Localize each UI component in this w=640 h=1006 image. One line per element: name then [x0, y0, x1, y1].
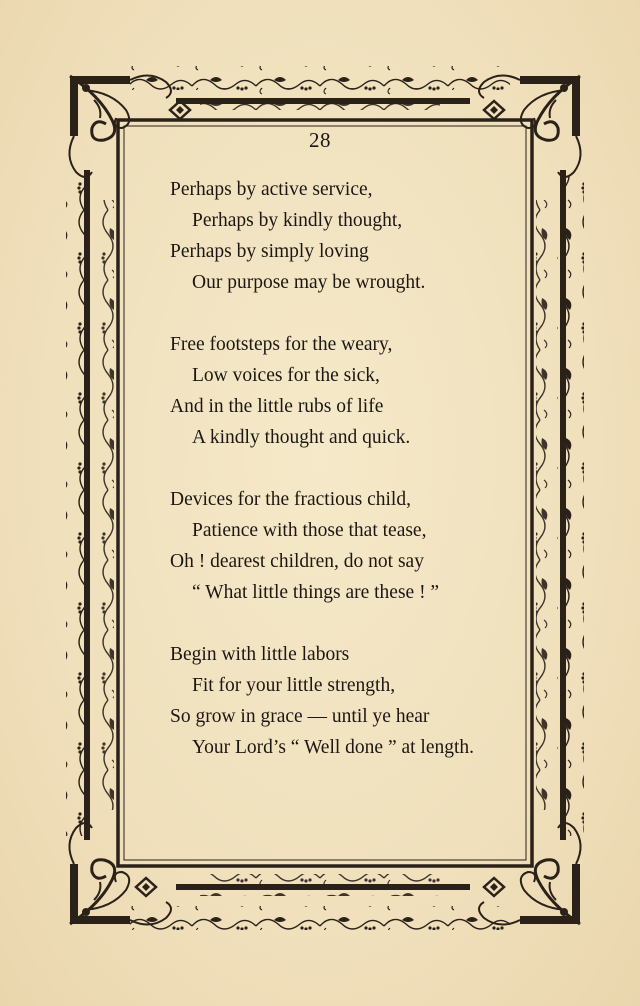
bottom-outer-vine: [130, 906, 510, 930]
poem-line: A kindly thought and quick.: [192, 427, 411, 448]
stanza: [170, 639, 550, 763]
poem-line: Devices for the fractious child,: [170, 489, 411, 510]
top-right-diamond: [484, 101, 504, 119]
poem-line: So grow in grace — until ye hear: [170, 706, 430, 727]
poem-line: Fit for your little strength,: [192, 675, 396, 696]
top-outer-vine: [130, 66, 510, 90]
poem-line: Perhaps by simply loving: [170, 241, 369, 262]
page-number: 28: [309, 128, 331, 152]
poem-line: Perhaps by kindly thought,: [192, 210, 403, 231]
poem-line: Our purpose may be wrought.: [192, 272, 426, 293]
left-inner-vine: [92, 200, 114, 810]
stanza: [170, 484, 550, 608]
stanza: [170, 329, 550, 453]
poem-line: Patience with those that tease,: [192, 520, 427, 541]
poem-line: Low voices for the sick,: [192, 365, 380, 386]
poem-line: And in the little rubs of life: [170, 396, 384, 417]
poem: [170, 174, 550, 763]
poem-line: Free footsteps for the weary,: [170, 334, 393, 355]
poem-line: Your Lord’s “ Well done ” at length.: [192, 737, 475, 758]
poem-line: Begin with little labors: [170, 644, 350, 665]
bottom-left-diamond: [136, 878, 156, 896]
poem-line: “ What little things are these ! ”: [192, 582, 440, 603]
bottom-right-diamond: [484, 878, 504, 896]
poem-line: Oh ! dearest children, do not say: [170, 551, 424, 572]
stanza: [170, 174, 550, 298]
poem-line: Perhaps by active service,: [170, 179, 373, 200]
